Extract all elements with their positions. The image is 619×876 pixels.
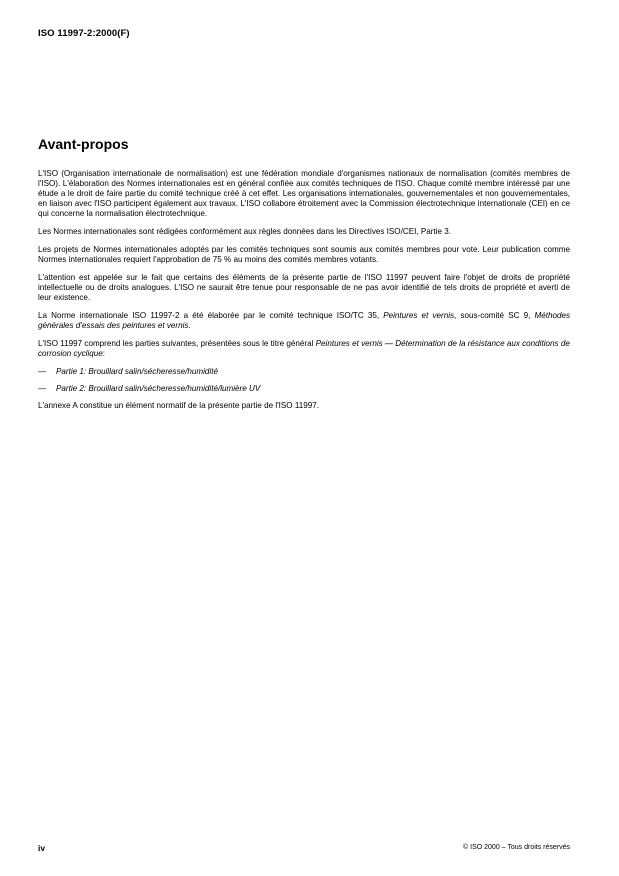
- page-title: Avant-propos: [38, 136, 129, 152]
- list-item-text: Partie 1: Brouillard salin/sécheresse/humidité: [56, 367, 218, 376]
- list-dash: —: [38, 367, 47, 376]
- committee-text-e: .: [188, 321, 191, 330]
- paragraph-directives: Les Normes internationales sont rédigées conformément aux règles données dans les Directives ISO/CEI, Partie 3.: [38, 227, 451, 236]
- paragraph-iso-intro: L'ISO (Organisation internationale de normalisation) est une fédération mondiale d'organismes nationaux de normalisation (comités membres de l'ISO). L'élaboration des Normes internationales est en général confiée aux comités techniques de l'ISO. Chaque comité membre intéressé par une étude a le droit de faire partie du comité technique créé à cet effet. Les organisations internationales, gouvernementales et non gouvernementales, en liaison avec l'ISO participent également aux travaux. L'ISO collabore étroitement avec la Commission électrotechnique internationale (CEI) en ce qui concerne la normalisation électrotechnique.: [38, 169, 570, 218]
- paragraph-annex: L'annexe A constitue un élément normatif de la présente partie de l'ISO 11997.: [38, 401, 320, 410]
- paragraph-voting: Les projets de Normes internationales adoptés par les comités techniques sont soumis aux comités membres pour vote. Leur publication comme Normes internationales requiert l'approbation de 75 % au moins des comités membres votants.: [38, 245, 570, 264]
- parts-text-a: L'ISO 11997 comprend les parties suivantes, présentées sous le titre général: [38, 339, 316, 348]
- body-text: [38, 169, 570, 419]
- copyright-notice: © ISO 2000 – Tous droits réservés: [463, 844, 570, 851]
- parts-text-c: :: [102, 349, 106, 358]
- document-id: ISO 11997-2:2000(F): [38, 28, 130, 39]
- list-item-text: Partie 2: Brouillard salin/sécheresse/humidité/lumière UV: [56, 384, 261, 393]
- committee-text-a: La Norme internationale ISO 11997-2 a été élaborée par le comité technique ISO/TC 35,: [38, 311, 384, 320]
- page-number: iv: [38, 843, 46, 853]
- paragraph-patents: L'attention est appelée sur le fait que certains des éléments de la présente partie de l'ISO 11997 peuvent faire l'objet de droits de propriété intellectuelle ou de droits analogues. L'ISO ne saurait être tenue pour responsable de ne pas avoir identifié de tels droits de propriété et averti de leur existence.: [38, 273, 570, 302]
- general-title: Peintures et vernis — Détermination de la résistance aux conditions de corrosion cyclique: [38, 339, 570, 358]
- paragraph-parts: [38, 339, 570, 359]
- paragraph-committee: [38, 311, 570, 331]
- list-dash: —: [38, 384, 47, 393]
- committee-name: Peintures et vernis: [383, 311, 455, 320]
- list-item: [38, 384, 570, 394]
- committee-text-c: , sous-comité SC 9,: [454, 311, 535, 320]
- subcommittee-name: Méthodes générales d'essais des peintures et vernis: [38, 311, 571, 330]
- list-item: [38, 367, 570, 377]
